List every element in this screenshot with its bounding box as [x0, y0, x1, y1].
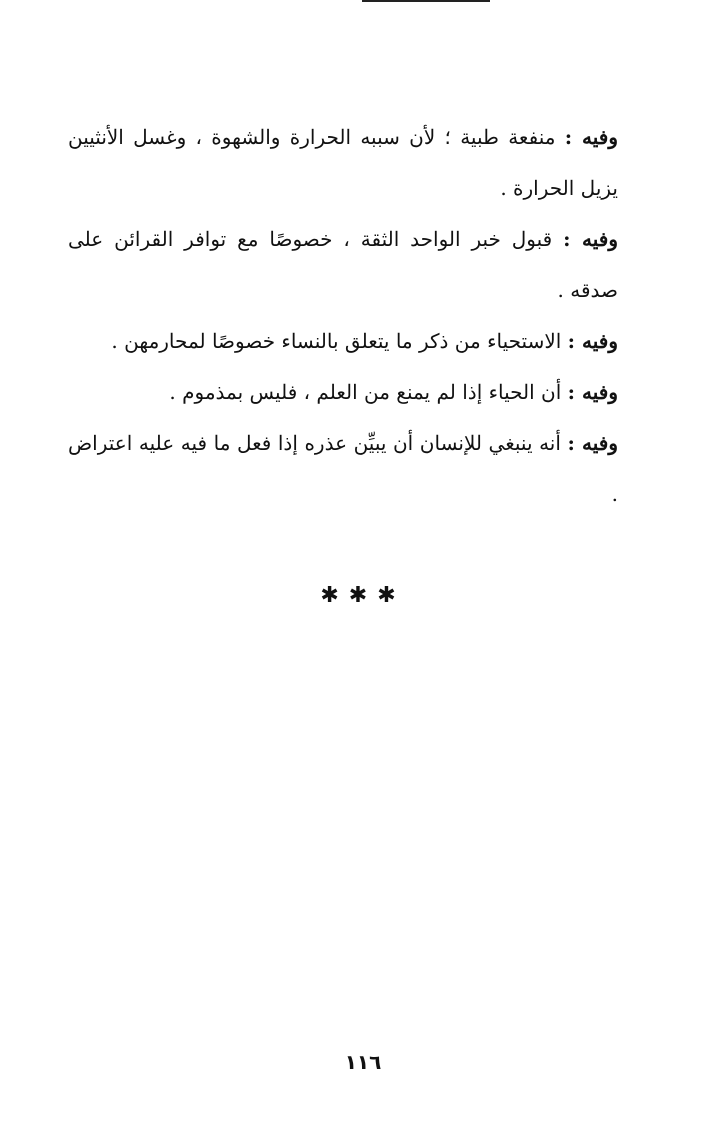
paragraph-5: [68, 418, 638, 520]
paragraph-1: [68, 112, 638, 214]
paragraph-3: [68, 316, 638, 367]
paragraph-lead: وفيه :: [563, 227, 619, 251]
paragraph-2: [68, 214, 638, 316]
paragraph-text: منفعة طبية ؛ لأن سببه الحرارة والشهوة ، وغسل الأنثيين يزيل الحرارة .: [68, 125, 618, 200]
paragraph-text: قبول خبر الواحد الثقة ، خصوصًا مع توافر القرائن على صدقه .: [68, 227, 618, 302]
paragraph-lead: وفيه :: [567, 431, 619, 455]
body-text: [68, 112, 638, 520]
section-separator: ✱✱✱: [320, 583, 406, 608]
paragraph-lead: وفيه :: [567, 380, 618, 404]
paragraph-4: [68, 367, 638, 418]
paragraph-lead: وفيه :: [567, 329, 618, 353]
paragraph-text: الاستحياء من ذكر ما يتعلق بالنساء خصوصًا لمحارمهن .: [111, 329, 562, 353]
paragraph-lead: وفيه :: [564, 125, 619, 149]
top-rule: [362, 0, 490, 2]
paragraph-text: أنه ينبغي للإنسان أن يبيِّن عذره إذا فعل ما فيه عليه اعتراض .: [68, 431, 618, 506]
paragraph-text: أن الحياء إذا لم يمنع من العلم ، فليس بمذموم .: [169, 380, 562, 404]
page-number: ١١٦: [344, 1050, 382, 1074]
